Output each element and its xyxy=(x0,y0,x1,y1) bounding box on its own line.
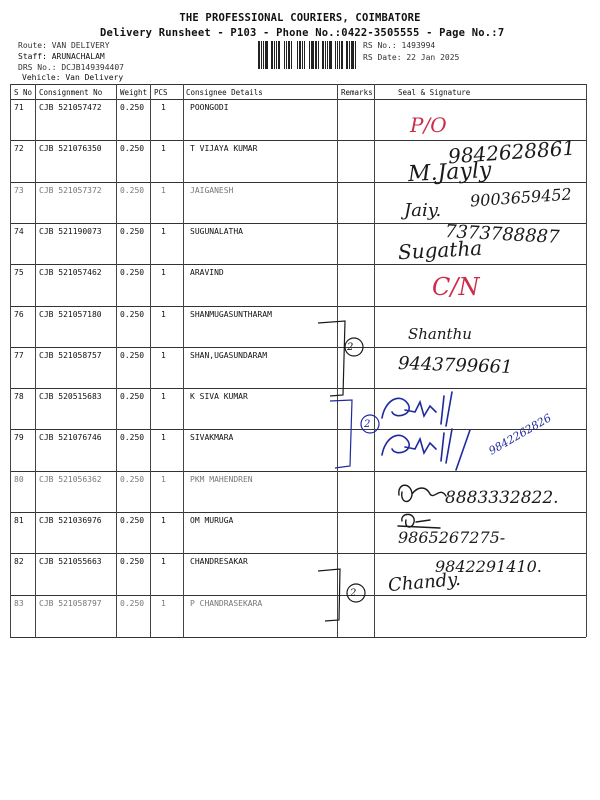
consignment-cell: CJB 521057372 xyxy=(39,186,102,195)
staff-label: Staff: ARUNACHALAM xyxy=(18,52,105,61)
sno-cell: 80 xyxy=(14,475,24,484)
pcs-cell: 1 xyxy=(161,310,166,319)
sno-cell: 76 xyxy=(14,310,24,319)
weight-cell: 0.250 xyxy=(120,516,145,525)
handwritten-phone-73: 9003659452 xyxy=(469,184,573,211)
rs-number: RS No.: 1493994 xyxy=(363,41,436,50)
consignment-cell: CJB 521058757 xyxy=(39,351,102,360)
col-header-consignee: Consignee Details xyxy=(186,88,263,97)
consignee-cell: T VIJAYA KUMAR xyxy=(190,144,258,153)
handwritten-phone-77: 9443799661 xyxy=(397,353,513,378)
consignment-cell: CJB 521057462 xyxy=(39,268,102,277)
pcs-cell: 1 xyxy=(161,433,166,442)
consignee-cell: P CHANDRASEKARA xyxy=(190,599,263,608)
consignee-cell: K SIVA KUMAR xyxy=(190,392,248,401)
handwritten-name-74: Sugatha xyxy=(397,235,483,265)
sno-cell: 78 xyxy=(14,392,24,401)
consignee-cell: SUGUNALATHA xyxy=(190,227,243,236)
group-count-2: 2 xyxy=(364,419,371,430)
weight-cell: 0.250 xyxy=(120,186,145,195)
handwritten-name-77: Shanthu xyxy=(408,325,472,343)
consignment-cell: CJB 521190073 xyxy=(39,227,102,236)
sno-cell: 73 xyxy=(14,186,24,195)
sno-cell: 71 xyxy=(14,103,24,112)
handwritten-phone-82: 9842291410. xyxy=(435,557,542,576)
consignee-cell: SHANMUGASUNTHARAM xyxy=(190,310,272,319)
col-header-seal: Seal & Signature xyxy=(398,88,471,97)
group-count-1: 2 xyxy=(347,342,354,353)
handwritten-phone-72: 9842628861 xyxy=(447,135,576,169)
pcs-cell: 1 xyxy=(161,103,166,112)
consignee-cell: POONGODI xyxy=(190,103,229,112)
weight-cell: 0.250 xyxy=(120,433,145,442)
group-count-3: 2 xyxy=(350,588,357,599)
consignee-cell: JAIGANESH xyxy=(190,186,234,195)
pcs-cell: 1 xyxy=(161,599,166,608)
rs-date: RS Date: 22 Jan 2025 xyxy=(363,53,460,62)
sno-cell: 81 xyxy=(14,516,24,525)
consignment-cell: CJB 521057180 xyxy=(39,310,102,319)
weight-cell: 0.250 xyxy=(120,351,145,360)
weight-cell: 0.250 xyxy=(120,557,145,566)
sno-cell: 74 xyxy=(14,227,24,236)
vehicle-label: Vehicle: Van Delivery xyxy=(22,73,124,82)
handwritten-phone-81: 9865267275- xyxy=(398,528,506,547)
col-header-sno: S No xyxy=(14,88,33,97)
handwritten-phone-79: 9842262826 xyxy=(486,411,554,458)
consignee-cell: PKM MAHENDREN xyxy=(190,475,253,484)
sno-cell: 83 xyxy=(14,599,24,608)
col-header-pcs: PCS xyxy=(154,88,168,97)
handwritten-phone-80: 8883332822. xyxy=(445,488,559,508)
consignee-cell: OM MURUGA xyxy=(190,516,234,525)
consignee-cell: SIVAKMARA xyxy=(190,433,234,442)
consignee-cell: CHANDRESAKAR xyxy=(190,557,248,566)
weight-cell: 0.250 xyxy=(120,310,145,319)
consignment-cell: CJB 521056362 xyxy=(39,475,102,484)
consignee-cell: SHAN,UGASUNDARAM xyxy=(190,351,268,360)
consignment-cell: CJB 521076350 xyxy=(39,144,102,153)
col-header-remarks: Remarks xyxy=(341,88,373,97)
consignee-cell: ARAVIND xyxy=(190,268,224,277)
pcs-cell: 1 xyxy=(161,186,166,195)
pcs-cell: 1 xyxy=(161,351,166,360)
weight-cell: 0.250 xyxy=(120,392,145,401)
drs-number: DRS No.: DCJB149394407 xyxy=(18,63,124,72)
sno-cell: 75 xyxy=(14,268,24,277)
weight-cell: 0.250 xyxy=(120,475,145,484)
weight-cell: 0.250 xyxy=(120,144,145,153)
pcs-cell: 1 xyxy=(161,392,166,401)
pcs-cell: 1 xyxy=(161,227,166,236)
consignment-cell: CJB 521055663 xyxy=(39,557,102,566)
weight-cell: 0.250 xyxy=(120,227,145,236)
handwritten-name-82: Chandy. xyxy=(387,568,462,597)
consignment-cell: CJB 521058797 xyxy=(39,599,102,608)
weight-cell: 0.250 xyxy=(120,103,145,112)
sno-cell: 82 xyxy=(14,557,24,566)
handwritten-cn: C/N xyxy=(432,273,480,301)
sno-cell: 72 xyxy=(14,144,24,153)
pcs-cell: 1 xyxy=(161,557,166,566)
consignment-cell: CJB 520515683 xyxy=(39,392,102,401)
pcs-cell: 1 xyxy=(161,516,166,525)
sno-cell: 79 xyxy=(14,433,24,442)
page-title: THE PROFESSIONAL COURIERS, COIMBATORE xyxy=(179,12,421,24)
page-subtitle: Delivery Runsheet - P103 - Phone No.:0422-3505555 - Page No.:7 xyxy=(100,27,505,39)
pcs-cell: 1 xyxy=(161,144,166,153)
col-header-consignment: Consignment No xyxy=(39,88,103,97)
handwritten-name-73: Jaiy. xyxy=(404,200,442,221)
consignment-cell: CJB 521076746 xyxy=(39,433,102,442)
handwritten-phone-74: 7373788887 xyxy=(444,221,561,248)
consignment-cell: CJB 521057472 xyxy=(39,103,102,112)
pcs-cell: 1 xyxy=(161,268,166,277)
weight-cell: 0.250 xyxy=(120,268,145,277)
route-label: Route: VAN DELIVERY xyxy=(18,41,110,50)
col-header-weight: Weight xyxy=(120,88,148,97)
pcs-cell: 1 xyxy=(161,475,166,484)
handwritten-name-72: M.Jayly xyxy=(407,157,492,188)
handwritten-po: P/O xyxy=(410,113,447,137)
weight-cell: 0.250 xyxy=(120,599,145,608)
sno-cell: 77 xyxy=(14,351,24,360)
consignment-cell: CJB 521036976 xyxy=(39,516,102,525)
